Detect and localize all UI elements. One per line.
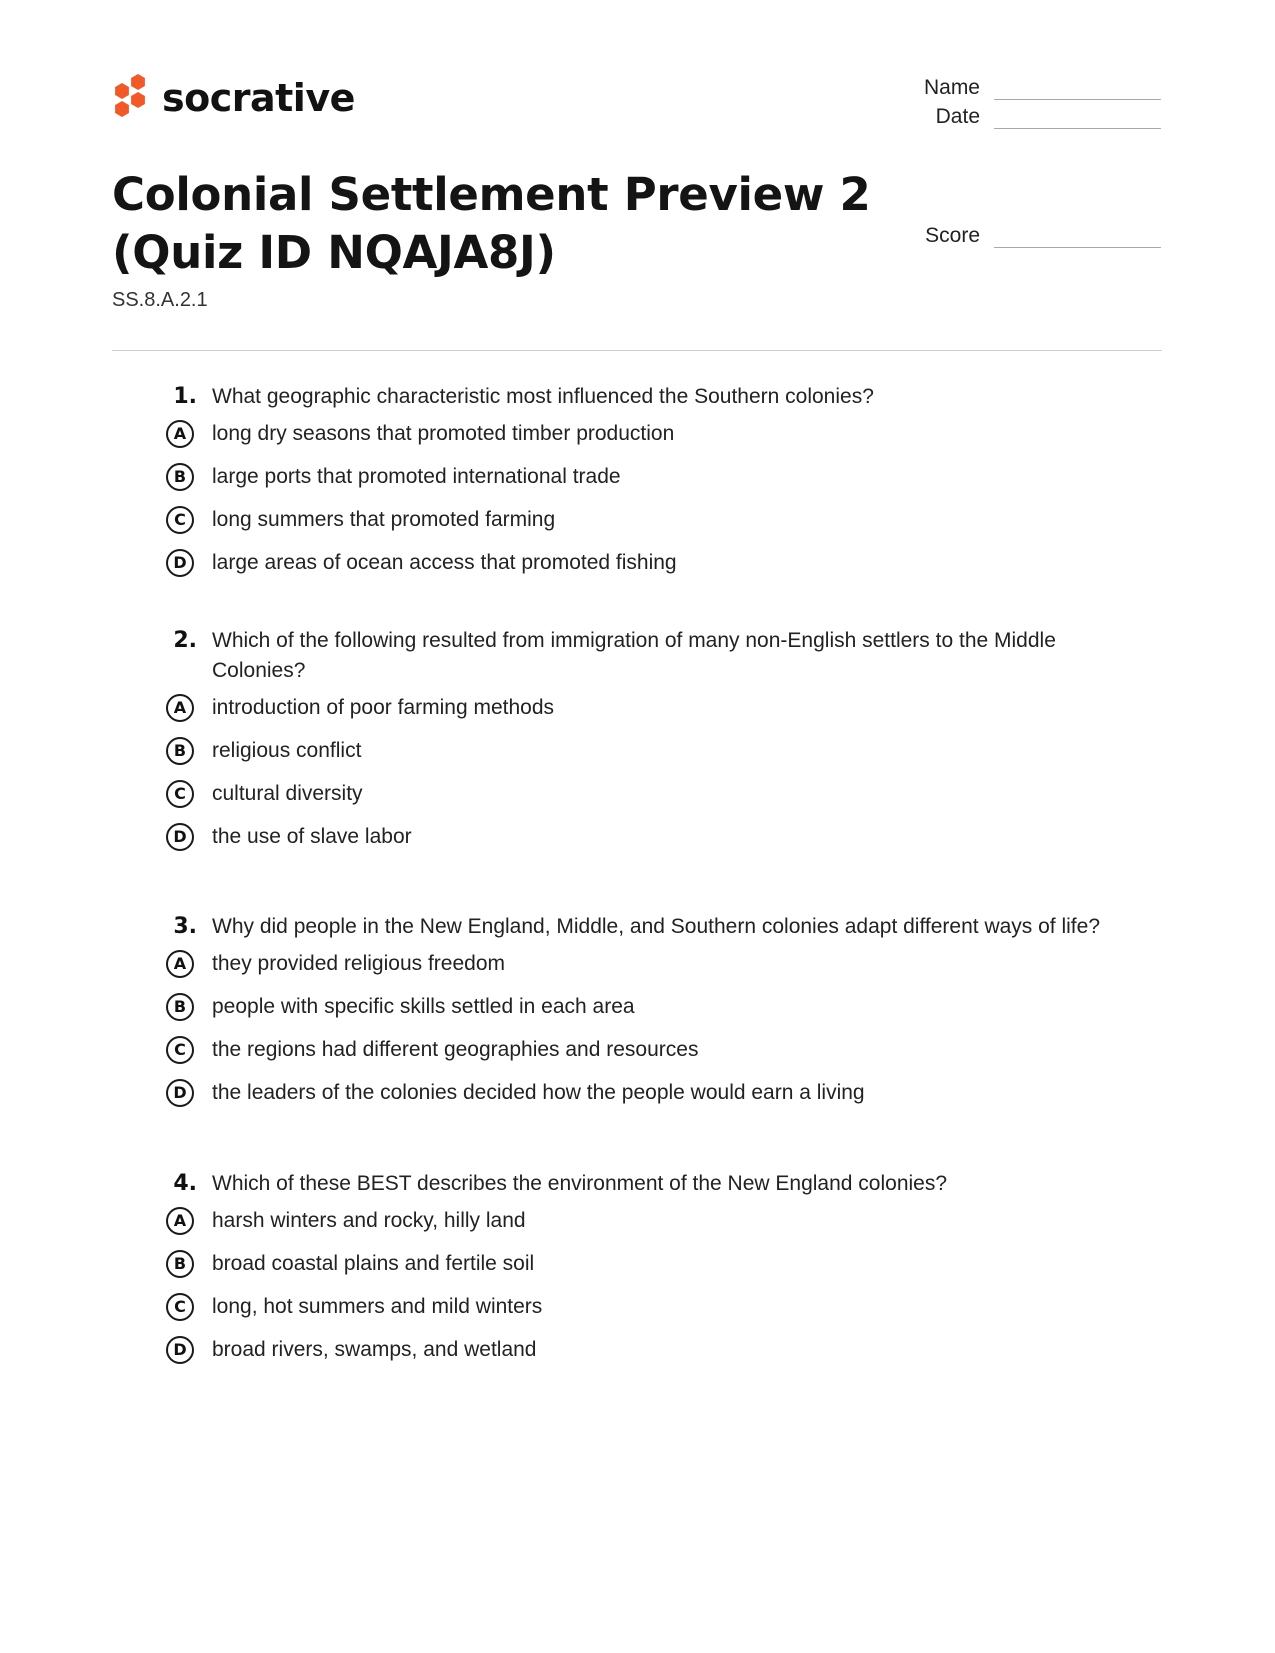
score-label: Score xyxy=(925,224,980,247)
choice-text: broad coastal plains and fertile soil xyxy=(212,1252,535,1275)
brand-name: socrative xyxy=(162,76,355,120)
date-label: Date xyxy=(935,105,980,128)
choice-letter-circle[interactable]: D xyxy=(166,549,194,577)
choice-letter-circle[interactable]: D xyxy=(166,1336,194,1364)
answer-choices xyxy=(160,416,1120,588)
choice-a[interactable] xyxy=(160,946,1120,989)
choice-text: long dry seasons that promoted timber production xyxy=(212,422,675,445)
choice-text: the use of slave labor xyxy=(212,825,412,848)
question-2 xyxy=(160,626,1120,862)
score-line[interactable] xyxy=(994,247,1161,248)
socrative-hexagon-icon xyxy=(112,73,150,123)
choice-c[interactable] xyxy=(160,1032,1120,1075)
question-number: 2. xyxy=(173,628,197,653)
choice-letter-circle[interactable]: C xyxy=(166,506,194,534)
choice-letter-circle[interactable]: B xyxy=(166,463,194,491)
question-1 xyxy=(160,382,1120,588)
answer-choices xyxy=(160,946,1120,1118)
question-number: 3. xyxy=(173,914,197,939)
choice-letter-circle[interactable]: D xyxy=(166,1079,194,1107)
choice-d[interactable] xyxy=(160,1332,1120,1375)
name-field[interactable] xyxy=(860,74,1162,104)
choice-c[interactable] xyxy=(160,502,1120,545)
answer-choices xyxy=(160,690,1120,862)
question-text: Which of these BEST describes the environment of the New England colonies? xyxy=(212,1172,948,1195)
question-header xyxy=(160,626,1120,686)
choice-a[interactable] xyxy=(160,416,1120,459)
choice-text: introduction of poor farming methods xyxy=(212,696,555,719)
question-header xyxy=(160,912,1120,942)
name-label: Name xyxy=(923,76,980,99)
choice-text: they provided religious freedom xyxy=(212,952,505,975)
choice-letter-circle[interactable]: B xyxy=(166,737,194,765)
choice-letter-circle[interactable]: C xyxy=(166,1036,194,1064)
choice-text: large areas of ocean access that promoted fishing xyxy=(212,551,677,574)
choice-b[interactable] xyxy=(160,733,1120,776)
choice-letter-circle[interactable]: B xyxy=(166,993,194,1021)
choice-letter-circle[interactable]: A xyxy=(166,1207,194,1235)
question-3 xyxy=(160,912,1120,1118)
answer-choices xyxy=(160,1203,1120,1375)
choice-letter-circle[interactable]: B xyxy=(166,1250,194,1278)
choice-a[interactable] xyxy=(160,690,1120,733)
choice-text: broad rivers, swamps, and wetland xyxy=(212,1338,537,1361)
choice-b[interactable] xyxy=(160,459,1120,502)
quiz-title: Colonial Settlement Preview 2 (Quiz ID NQAJA8J) xyxy=(112,168,871,279)
choice-text: the regions had different geographies and resources xyxy=(212,1038,699,1061)
choice-letter-circle[interactable]: C xyxy=(166,1293,194,1321)
question-number: 1. xyxy=(173,384,197,409)
choice-d[interactable] xyxy=(160,1075,1120,1118)
choice-d[interactable] xyxy=(160,545,1120,588)
choice-b[interactable] xyxy=(160,989,1120,1032)
choice-letter-circle[interactable]: A xyxy=(166,950,194,978)
question-4 xyxy=(160,1169,1120,1375)
question-header xyxy=(160,382,1120,412)
choice-text: religious conflict xyxy=(212,739,362,762)
choice-letter-circle[interactable]: A xyxy=(166,420,194,448)
date-field[interactable] xyxy=(860,103,1162,133)
standard-code: SS.8.A.2.1 xyxy=(112,289,208,311)
choice-text: cultural diversity xyxy=(212,782,363,805)
question-header xyxy=(160,1169,1120,1199)
date-line[interactable] xyxy=(994,128,1161,129)
question-text: What geographic characteristic most influenced the Southern colonies? xyxy=(212,385,874,408)
socrative-logo xyxy=(112,73,355,123)
choice-c[interactable] xyxy=(160,776,1120,819)
choice-d[interactable] xyxy=(160,819,1120,862)
choice-c[interactable] xyxy=(160,1289,1120,1332)
choice-text: long summers that promoted farming xyxy=(212,508,556,531)
choice-letter-circle[interactable]: A xyxy=(166,694,194,722)
question-text: Which of the following resulted from immigration of many non-English settlers to the Middle Colonies? xyxy=(212,629,1056,682)
question-number: 4. xyxy=(173,1171,197,1196)
choice-b[interactable] xyxy=(160,1246,1120,1289)
choice-text: long, hot summers and mild winters xyxy=(212,1295,543,1318)
choice-text: the leaders of the colonies decided how the people would earn a living xyxy=(212,1081,865,1104)
choice-text: people with specific skills settled in each area xyxy=(212,995,635,1018)
header-divider xyxy=(112,350,1162,351)
name-line[interactable] xyxy=(994,99,1161,100)
score-field[interactable] xyxy=(860,222,1162,252)
choice-text: harsh winters and rocky, hilly land xyxy=(212,1209,526,1232)
choice-text: large ports that promoted international trade xyxy=(212,465,621,488)
choice-letter-circle[interactable]: C xyxy=(166,780,194,808)
choice-letter-circle[interactable]: D xyxy=(166,823,194,851)
choice-a[interactable] xyxy=(160,1203,1120,1246)
question-text: Why did people in the New England, Middle, and Southern colonies adapt different ways of life? xyxy=(212,915,1100,938)
